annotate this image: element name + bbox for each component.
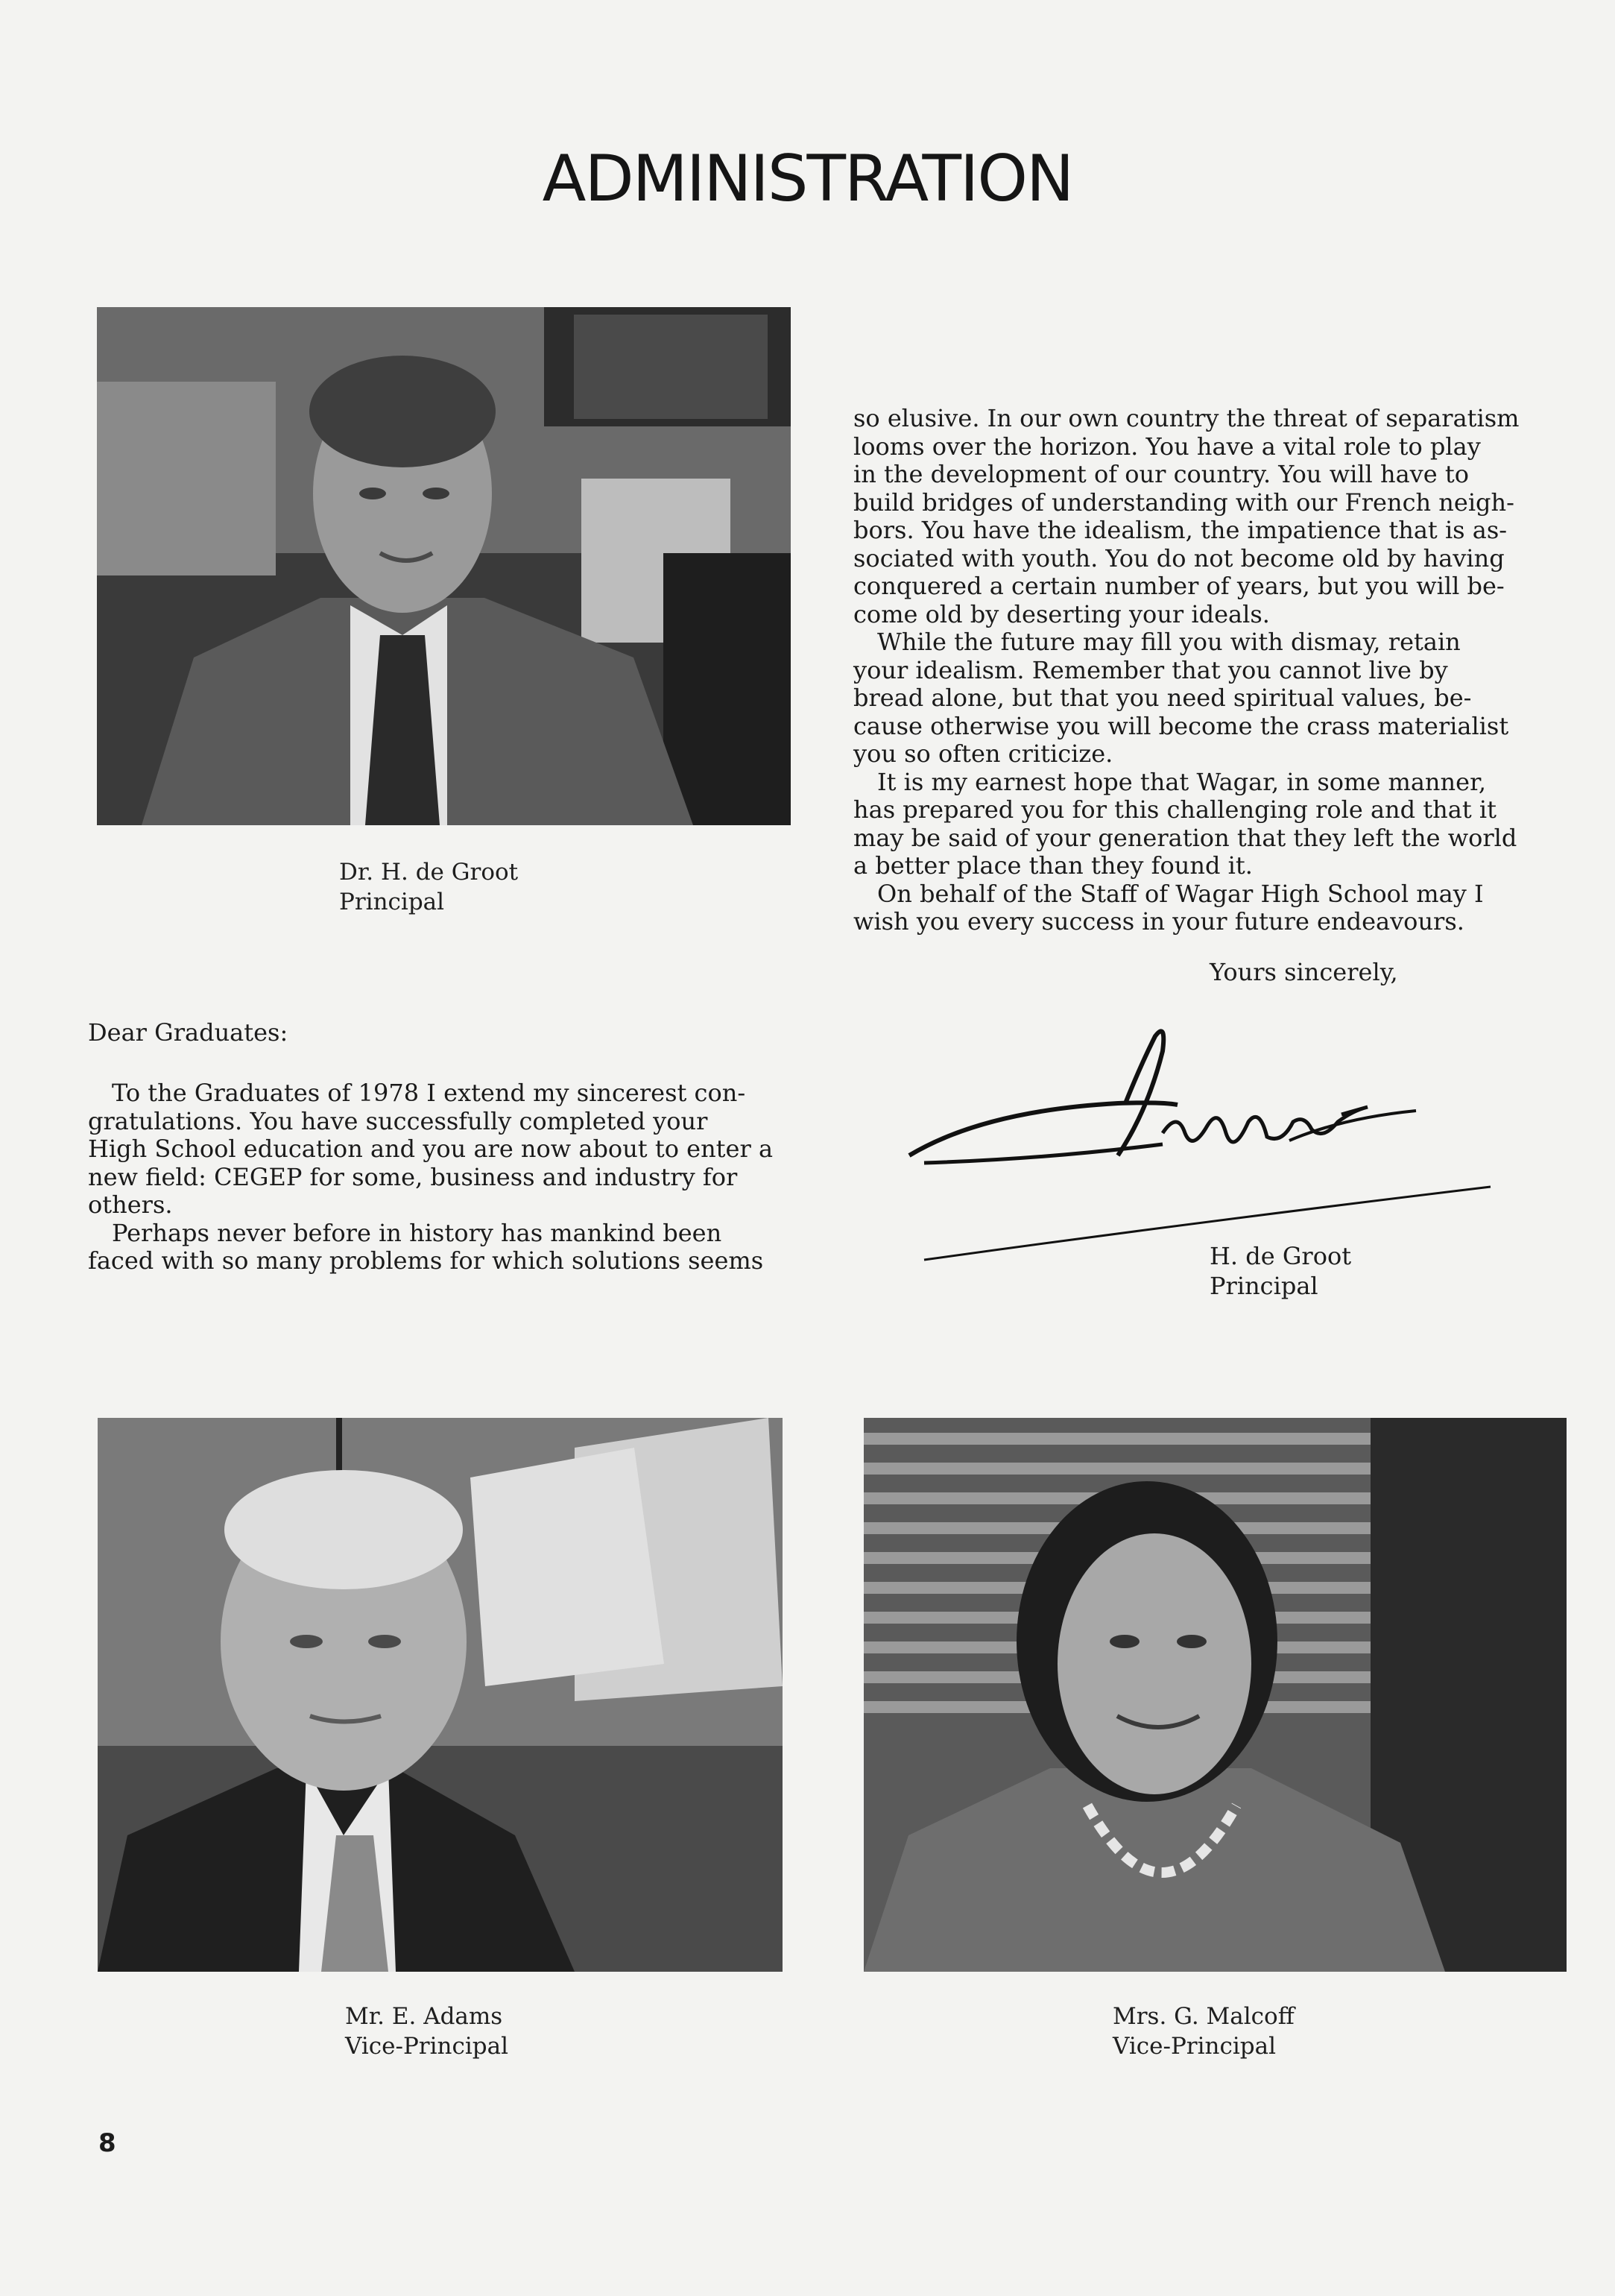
page-title: ADMINISTRATION <box>542 142 1073 216</box>
vice-principal-adams-role: Vice-Principal <box>345 2033 509 2060</box>
letter-line: While the future may fill you with dismay, retain <box>877 628 1461 656</box>
letter-line: new field: CEGEP for some, business and industry for <box>88 1162 738 1191</box>
signer-block <box>1210 1241 1351 1301</box>
principal-photo <box>97 307 791 825</box>
letter-line: you so often criticize. <box>853 739 1113 768</box>
letter-line: On behalf of the Staff of Wagar High School may I <box>877 879 1484 908</box>
letter-line: It is my earnest hope that Wagar, in some manner, <box>877 767 1487 796</box>
letter-line: wish you every success in your future endeavours. <box>853 907 1464 936</box>
letter-line: bors. You have the idealism, the impatience that is as- <box>853 516 1508 544</box>
vice-principal-malcoff-photo <box>864 1418 1567 1972</box>
letter-closing: Yours sincerely, <box>1210 958 1398 986</box>
letter-line: a better place than they found it. <box>853 851 1253 880</box>
signer-role: Principal <box>1210 1272 1318 1300</box>
letter-line: your idealism. Remember that you cannot live by <box>853 655 1448 684</box>
vice-principal-malcoff-name: Mrs. G. Malcoff <box>1113 2003 1295 2030</box>
vice-principal-adams-caption <box>345 2002 508 2061</box>
letter-line: conquered a certain number of years, but you will be- <box>853 572 1505 600</box>
vice-principal-adams-photo <box>98 1418 783 1972</box>
letter-line: faced with so many problems for which solutions seems <box>88 1246 764 1275</box>
letter-line: sociated with youth. You do not become old by having <box>853 543 1505 573</box>
letter-line: so elusive. In our own country the threat of separatism <box>853 404 1520 432</box>
letter-line: To the Graduates of 1978 I extend my sincerest con- <box>112 1079 746 1107</box>
vice-principal-malcoff-caption <box>1113 2002 1295 2061</box>
principal-caption <box>339 857 518 917</box>
vice-principal-adams-name: Mr. E. Adams <box>345 2003 503 2030</box>
letter-line: looms over the horizon. You have a vital role to play <box>853 432 1481 461</box>
page-number: 8 <box>98 2128 116 2158</box>
letter-line: gratulations. You have successfully completed your <box>88 1106 708 1135</box>
vice-principal-malcoff-role: Vice-Principal <box>1113 2033 1277 2060</box>
letter-line: in the development of our country. You will have to <box>853 460 1469 488</box>
letter-line: others. <box>88 1190 173 1219</box>
letter-salutation: Dear Graduates: <box>88 1018 288 1047</box>
letter-line: come old by deserting your ideals. <box>853 599 1270 628</box>
signer-name: H. de Groot <box>1210 1242 1352 1270</box>
letter-right-column <box>853 405 1520 936</box>
letter-line: Perhaps never before in history has mankind been <box>112 1218 722 1247</box>
letter-line: High School education and you are now about to enter a <box>88 1135 774 1163</box>
letter-left-column <box>88 1079 773 1275</box>
letter-line: has prepared you for this challenging role and that it <box>853 795 1497 824</box>
principal-role: Principal <box>339 889 445 915</box>
signature <box>894 1021 1513 1267</box>
principal-name: Dr. H. de Groot <box>339 859 519 886</box>
letter-line: bread alone, but that you need spiritual values, be- <box>853 684 1472 712</box>
letter-line: build bridges of understanding with our French neigh- <box>853 488 1514 517</box>
letter-line: may be said of your generation that they left the world <box>853 823 1517 852</box>
letter-line: cause otherwise you will become the crass materialist <box>853 711 1509 740</box>
